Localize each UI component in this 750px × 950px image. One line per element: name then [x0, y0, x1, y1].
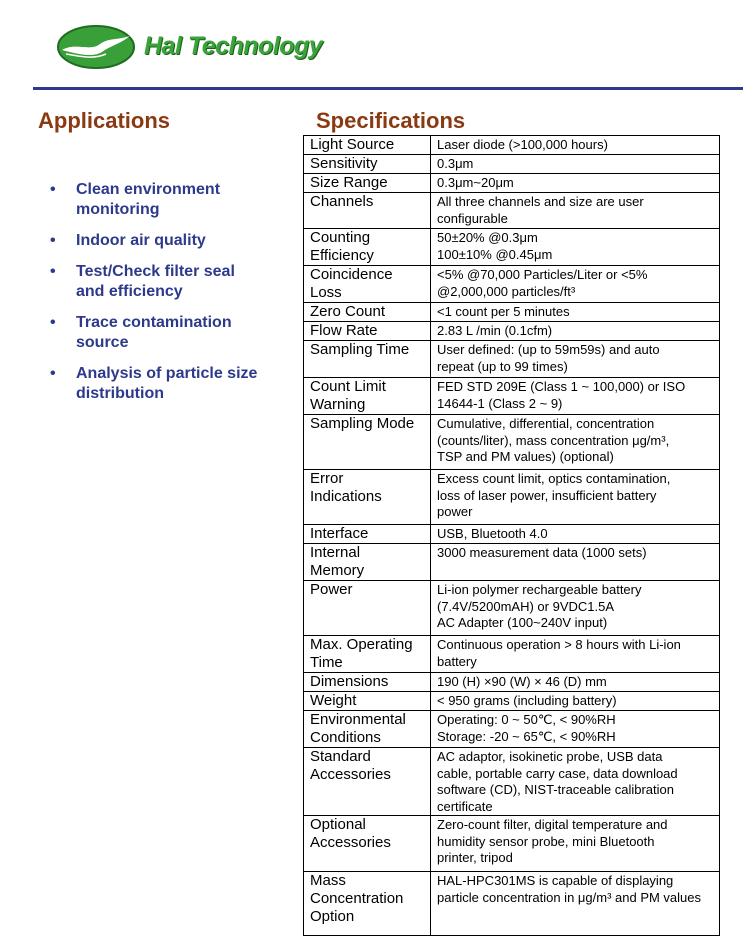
- spec-value: [431, 692, 720, 711]
- spec-value: [431, 229, 720, 266]
- spec-key: [304, 174, 431, 193]
- spec-value: [431, 636, 720, 673]
- spec-value: [431, 872, 720, 936]
- hal-logo-icon: [56, 24, 136, 70]
- spec-value-line: Continuous operation > 8 hours with Li-ion: [437, 637, 681, 652]
- spec-key-line: Weight: [310, 692, 357, 709]
- spec-key: [304, 711, 431, 748]
- spec-row: [304, 748, 720, 816]
- spec-value-line: software (CD), NIST-traceable calibration: [437, 782, 674, 797]
- spec-value: [431, 673, 720, 692]
- spec-key-line: Zero Count: [310, 303, 386, 320]
- spec-key: [304, 266, 431, 303]
- spec-key: [304, 341, 431, 378]
- spec-value: [431, 711, 720, 748]
- specifications-title: Specifications: [316, 108, 466, 133]
- application-text: Test/Check filter seal: [76, 263, 235, 280]
- spec-value-line: Zero-count filter, digital temperature and: [437, 817, 668, 832]
- spec-value-line: AC Adapter (100~240V input): [437, 615, 608, 630]
- spec-key: [304, 415, 431, 470]
- spec-key-line: Max. Operating: [310, 636, 413, 653]
- spec-row: [304, 266, 720, 303]
- application-item: [50, 180, 280, 220]
- specifications-table: [303, 135, 720, 936]
- spec-key: [304, 544, 431, 581]
- spec-value-line: Operating: 0 ~ 50℃, < 90%RH: [437, 712, 616, 727]
- spec-value-line: HAL-HPC301MS is capable of displaying: [437, 873, 674, 888]
- spec-key-line: Option: [310, 908, 355, 925]
- spec-row: [304, 581, 720, 636]
- spec-row: [304, 470, 720, 525]
- bullet-icon: •: [50, 232, 56, 249]
- spec-key-line: Accessories: [310, 834, 391, 851]
- spec-value-line: 50±20% @0.3μm: [437, 230, 538, 245]
- spec-key-line: Accessories: [310, 766, 391, 783]
- spec-key-line: Light Source: [310, 136, 395, 153]
- spec-value-line: <1 count per 5 minutes: [437, 304, 570, 319]
- spec-key-line: Optional: [310, 816, 366, 833]
- spec-key: [304, 581, 431, 636]
- spec-key-line: Concentration: [310, 890, 404, 907]
- spec-value: [431, 415, 720, 470]
- spec-key-line: Sampling Time: [310, 341, 410, 358]
- spec-key-line: Memory: [310, 562, 365, 579]
- spec-row: [304, 544, 720, 581]
- spec-value-line: @2,000,000 particles/ft³: [437, 283, 576, 299]
- spec-value-line: loss of laser power, insufficient battery: [437, 487, 657, 503]
- spec-row: [304, 378, 720, 415]
- spec-key: [304, 193, 431, 229]
- spec-value-line: Li-ion polymer rechargeable battery: [437, 582, 642, 597]
- spec-row: [304, 673, 720, 692]
- spec-value-line: 190 (H) ×90 (W) × 46 (D) mm: [437, 674, 607, 689]
- spec-key: [304, 816, 431, 872]
- spec-value-line: printer, tripod: [437, 850, 513, 865]
- spec-value-line: Laser diode (>100,000 hours): [437, 137, 608, 152]
- spec-key-line: Coincidence: [310, 266, 393, 283]
- spec-value: [431, 816, 720, 872]
- spec-key: [304, 322, 431, 341]
- spec-value: [431, 136, 720, 155]
- spec-value-line: certificate: [437, 798, 493, 814]
- spec-value: [431, 378, 720, 415]
- spec-key-line: Indications: [310, 488, 382, 505]
- spec-key-line: Efficiency: [310, 247, 374, 264]
- spec-row: [304, 525, 720, 544]
- application-item: [50, 262, 280, 302]
- bullet-icon: •: [50, 181, 56, 198]
- spec-row: [304, 229, 720, 266]
- spec-key-line: Internal: [310, 544, 361, 561]
- spec-row: [304, 303, 720, 322]
- spec-key-line: Loss: [310, 284, 342, 301]
- spec-row: [304, 174, 720, 193]
- spec-value-line: 14644-1 (Class 2 ~ 9): [437, 395, 563, 411]
- spec-key: [304, 470, 431, 525]
- spec-key-line: Sensitivity: [310, 155, 378, 172]
- spec-row: [304, 322, 720, 341]
- spec-row: [304, 711, 720, 748]
- spec-value-line: battery: [437, 653, 477, 669]
- spec-value: [431, 581, 720, 636]
- spec-value-line: humidity sensor probe, mini Bluetooth: [437, 833, 655, 849]
- spec-value-line: 3000 measurement data (1000 sets): [437, 545, 647, 560]
- spec-key-line: Flow Rate: [310, 322, 378, 339]
- application-text: Analysis of particle size: [76, 365, 258, 382]
- spec-value: [431, 544, 720, 581]
- spec-key-line: Count Limit: [310, 378, 386, 395]
- spec-key: [304, 155, 431, 174]
- spec-key: [304, 378, 431, 415]
- application-text: and efficiency: [76, 283, 183, 300]
- spec-key-line: Dimensions: [310, 673, 389, 690]
- spec-key-line: Power: [310, 581, 353, 598]
- spec-row: [304, 872, 720, 936]
- spec-key-line: Sampling Mode: [310, 415, 415, 432]
- spec-value-line: Cumulative, differential, concentration: [437, 416, 655, 431]
- spec-value: [431, 303, 720, 322]
- spec-key-line: Mass: [310, 872, 346, 889]
- spec-key: [304, 872, 431, 936]
- spec-value-line: USB, Bluetooth 4.0: [437, 526, 548, 541]
- applications-title: Applications: [38, 108, 171, 133]
- spec-value-line: 0.3μm: [437, 156, 474, 171]
- spec-value-line: cable, portable carry case, data download: [437, 765, 678, 781]
- spec-key-line: Conditions: [310, 729, 381, 746]
- spec-key-line: Standard: [310, 748, 371, 765]
- spec-value-line: power: [437, 504, 473, 519]
- application-item: [50, 231, 280, 251]
- spec-key: [304, 525, 431, 544]
- spec-value-line: (7.4V/5200mAH) or 9VDC1.5A: [437, 598, 615, 614]
- spec-value-line: All three channels and size are user: [437, 194, 644, 209]
- spec-row: [304, 692, 720, 711]
- application-text: distribution: [76, 385, 164, 402]
- applications-list: [50, 180, 280, 415]
- spec-key: [304, 673, 431, 692]
- spec-key: [304, 303, 431, 322]
- spec-value: [431, 525, 720, 544]
- spec-key: [304, 229, 431, 266]
- spec-value-line: configurable: [437, 210, 508, 226]
- spec-value-line: Excess count limit, optics contamination,: [437, 471, 671, 486]
- spec-value: [431, 322, 720, 341]
- application-text: Indoor air quality: [76, 232, 206, 249]
- spec-value: [431, 341, 720, 378]
- spec-value-line: User defined: (up to 59m59s) and auto: [437, 342, 660, 357]
- spec-value: [431, 155, 720, 174]
- spec-value-line: < 950 grams (including battery): [437, 693, 617, 708]
- bullet-icon: •: [50, 365, 56, 382]
- spec-key-line: Warning: [310, 396, 366, 413]
- spec-value-line: Storage: -20 ~ 65℃, < 90%RH: [437, 728, 616, 744]
- spec-value: [431, 470, 720, 525]
- spec-key-line: Size Range: [310, 174, 388, 191]
- spec-key-line: Counting: [310, 229, 371, 246]
- spec-key-line: Time: [310, 654, 343, 671]
- bullet-icon: •: [50, 314, 56, 331]
- spec-row: [304, 636, 720, 673]
- spec-row: [304, 341, 720, 378]
- spec-value-line: AC adaptor, isokinetic probe, USB data: [437, 749, 663, 764]
- spec-value: [431, 748, 720, 816]
- spec-key: [304, 748, 431, 816]
- spec-row: [304, 155, 720, 174]
- application-text: Clean environment: [76, 181, 221, 198]
- spec-key-line: Channels: [310, 193, 374, 210]
- spec-value-line: 0.3μm~20μm: [437, 175, 514, 190]
- spec-value-line: (counts/liter), mass concentration μg/m³,: [437, 432, 670, 448]
- header-divider: [33, 87, 743, 90]
- application-text: monitoring: [76, 201, 160, 218]
- spec-value: [431, 174, 720, 193]
- spec-value: [431, 193, 720, 229]
- spec-value-line: <5% @70,000 Particles/Liter or <5%: [437, 267, 648, 282]
- spec-row: [304, 816, 720, 872]
- spec-key-line: Interface: [310, 525, 369, 542]
- bullet-icon: •: [50, 263, 56, 280]
- spec-key: [304, 136, 431, 155]
- spec-row: [304, 136, 720, 155]
- spec-value-line: 2.83 L /min (0.1cfm): [437, 323, 553, 338]
- spec-value: [431, 266, 720, 303]
- brand-name: Hal Technology: [144, 32, 323, 60]
- application-item: [50, 364, 280, 404]
- application-text: Trace contamination: [76, 314, 232, 331]
- spec-key: [304, 692, 431, 711]
- application-item: [50, 313, 280, 353]
- spec-key: [304, 636, 431, 673]
- spec-value-line: FED STD 209E (Class 1 ~ 100,000) or ISO: [437, 379, 686, 394]
- spec-row: [304, 415, 720, 470]
- spec-key-line: Environmental: [310, 711, 406, 728]
- spec-value-line: repeat (up to 99 times): [437, 358, 568, 374]
- spec-row: [304, 193, 720, 229]
- spec-key-line: Error: [310, 470, 344, 487]
- spec-value-line: TSP and PM values) (optional): [437, 449, 614, 464]
- spec-value-line: 100±10% @0.45μm: [437, 246, 553, 262]
- application-text: source: [76, 334, 129, 351]
- spec-value-line: particle concentration in μg/m³ and PM values: [437, 889, 702, 905]
